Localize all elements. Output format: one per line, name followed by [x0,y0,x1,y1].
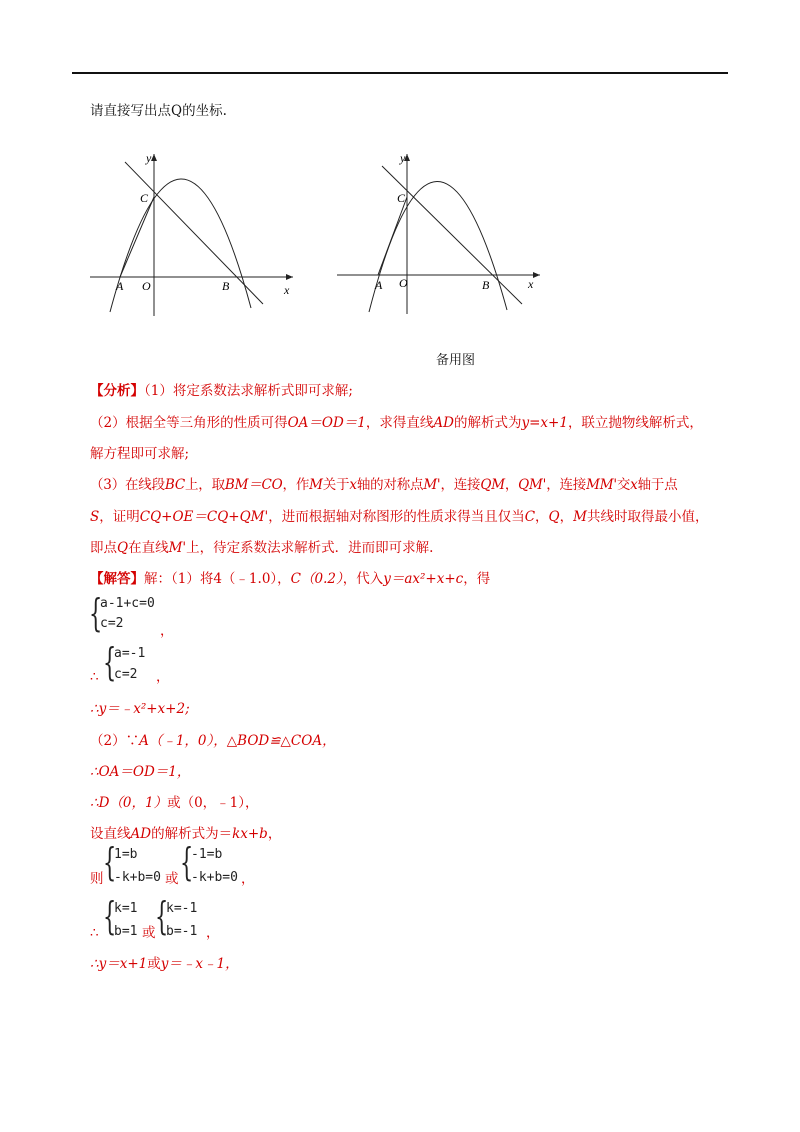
solution-line-5: （2）∵A（﹣1，0），△BOD≌△COA， [90,733,336,749]
header-rule [72,72,728,74]
question-tail: 请直接写出点Q的坐标. [90,103,227,119]
analysis-tag: 【分析】 [90,383,144,399]
brace-3: { [103,840,117,884]
brace-5: { [103,894,117,938]
solution-line-11: ∴y＝x+1或y＝﹣x﹣1， [90,956,239,972]
label-x: x [284,283,290,297]
solution-line-7: ∴D（0，1）或（0，﹣1）， [90,795,259,811]
label-a: A [116,279,124,293]
analysis-line-3: 解方程即可求解; [90,446,190,462]
analysis-line-6: 即点Q在直线M'上，待定系数法求解析式．进而即可求解. [90,540,434,556]
segment-ac [378,197,407,275]
figure-caption: 备用图 [436,353,476,368]
brace-4: { [180,840,194,884]
label-y: y [146,151,152,165]
analysis-line-2: （2）根据全等三角形的性质可得OA＝OD＝1，求得直线AD的解析式为y=x+1，联立抛物线解析式， [90,415,703,431]
solution-line-8: 设直线AD的解析式为＝kx+b， [90,826,282,842]
solution-line-6: ∴OA＝OD＝1， [90,764,191,780]
parabola-figure [88,148,298,320]
label-o: O [399,276,408,290]
solution-line-4: ∴y＝﹣x²+x+2; [90,701,190,717]
analysis-line-5: S，证明CQ+OE＝CQ+QM'，进而根据轴对称图形的性质求得当且仅当C，Q，M共线时取得最小值， [90,509,709,525]
parabola-curve [369,181,507,312]
label-x: x [528,277,534,291]
analysis-line-1: 【分析】（1）将定系数法求解析式即可求解; [90,383,353,399]
label-c: C [397,191,406,205]
brace-1: { [89,591,103,635]
label-y: y [400,151,406,165]
parabola-curve [110,179,251,312]
label-c: C [140,191,149,205]
label-b: B [482,278,490,292]
solution-tag: 【解答】 [90,571,144,587]
brace-2: { [103,640,117,684]
solution-line-1: 【解答】解：（1）将4（﹣1.0），C（0.2），代入y＝ax²+x+c，得 [90,571,491,587]
parabola-figure-backup [335,148,545,320]
segment-ac [120,197,154,277]
brace-6: { [155,894,169,938]
label-o: O [142,279,151,293]
analysis-line-4: （3）在线段BC上，取BM＝CO，作M关于x轴的对称点M'，连接QM，QM'，连接MM'交x轴于点 [90,477,678,493]
label-a: A [375,278,383,292]
label-b: B [222,279,230,293]
